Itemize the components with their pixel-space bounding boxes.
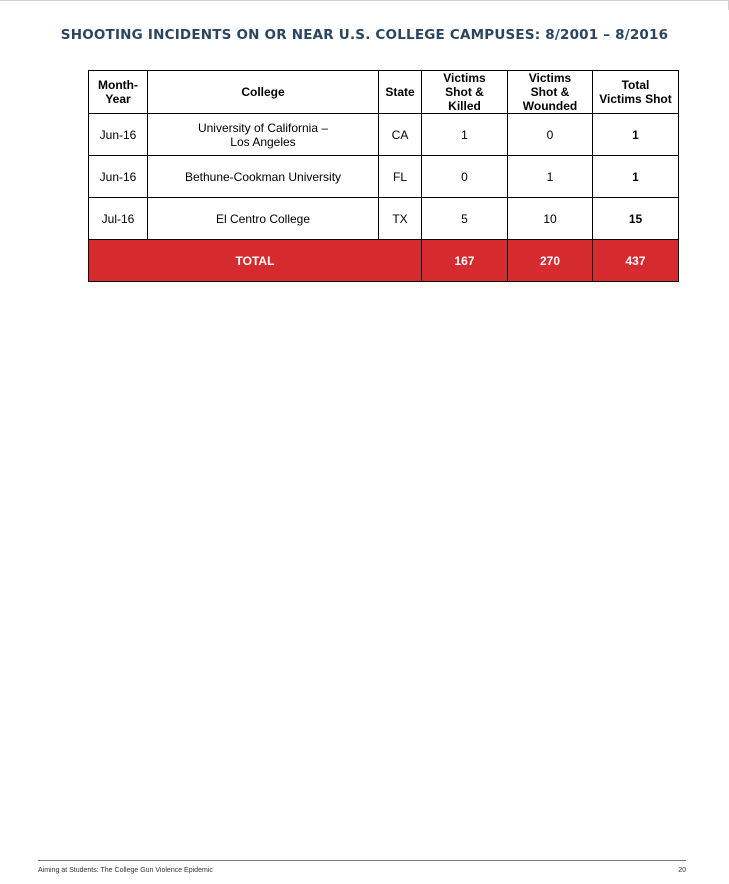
header-state: State xyxy=(379,71,422,114)
header-killed-line-2: Shot & xyxy=(445,85,484,99)
cell-college xyxy=(148,156,379,198)
cell-college-line-1: Bethune-Cookman University xyxy=(184,169,342,184)
cell-wounded: 1 xyxy=(508,156,593,198)
table-total-row xyxy=(89,240,679,282)
incidents-table xyxy=(88,70,679,282)
table-row xyxy=(89,198,679,240)
cell-month-year: Jul-16 xyxy=(89,198,148,240)
footer-page-number: 20 xyxy=(678,867,686,874)
header-wounded-line-1: Victims xyxy=(528,71,572,85)
page-title: SHOOTING INCIDENTS ON OR NEAR U.S. COLLEGE CAMPUSES: 8/2001 – 8/2016 xyxy=(60,27,669,43)
header-month-year-line-2: Year xyxy=(105,92,131,106)
header-total-victims xyxy=(593,71,679,114)
total-wounded: 270 xyxy=(508,240,593,282)
cell-total: 1 xyxy=(593,156,679,198)
header-college: College xyxy=(148,71,379,114)
footer-report-title: Aiming at Students: The College Gun Violence Epidemic xyxy=(38,867,213,874)
cell-killed: 0 xyxy=(422,156,508,198)
cell-total: 15 xyxy=(593,198,679,240)
cell-wounded: 10 xyxy=(508,198,593,240)
header-wounded-line-2: Shot & xyxy=(530,85,570,99)
header-killed-line-1: Victims xyxy=(443,71,486,85)
top-border-rule xyxy=(0,0,729,1)
cell-college-line-1: El Centro College xyxy=(215,211,311,226)
header-month-year xyxy=(89,71,148,114)
cell-wounded: 0 xyxy=(508,114,593,156)
header-killed-line-3: Killed xyxy=(448,99,481,113)
cell-state: FL xyxy=(379,156,422,198)
table-row xyxy=(89,114,679,156)
header-victims-wounded xyxy=(508,71,593,114)
cell-state: TX xyxy=(379,198,422,240)
cell-college xyxy=(148,114,379,156)
cell-total: 1 xyxy=(593,114,679,156)
header-wounded-line-3: Wounded xyxy=(522,99,578,113)
table-header-row xyxy=(89,71,679,114)
cell-month-year: Jun-16 xyxy=(89,114,148,156)
footer-divider xyxy=(38,860,686,861)
cell-month-year: Jun-16 xyxy=(89,156,148,198)
cell-college xyxy=(148,198,379,240)
cell-college-line-1: University of California – xyxy=(197,120,329,135)
total-victims: 437 xyxy=(593,240,679,282)
total-killed: 167 xyxy=(422,240,508,282)
header-month-year-line-1: Month- xyxy=(98,78,138,92)
header-victims-killed xyxy=(422,71,508,114)
cell-college-line-2: Los Angeles xyxy=(230,134,296,149)
cell-state: CA xyxy=(379,114,422,156)
header-total-line-2: Victims Shot xyxy=(599,92,672,106)
table-row xyxy=(89,156,679,198)
total-label: TOTAL xyxy=(89,240,422,282)
header-total-line-1: Total xyxy=(621,78,650,92)
cell-killed: 5 xyxy=(422,198,508,240)
cell-killed: 1 xyxy=(422,114,508,156)
